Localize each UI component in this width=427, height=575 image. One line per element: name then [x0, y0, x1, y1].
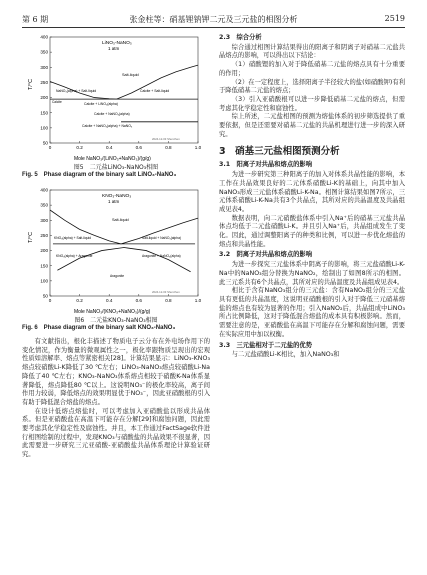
- body-paragraph: 有文献指出，根化丰描述了物质电子云分布在外电场作用下的变化情况，作为衡量的微观属性之一，极化率跟物质呈现出的宏观性质如溶解率、熔点等紧密相关[28]。计算结果显示：LiNO₃-KNO₃熔点较硝酸Li-K降低了30 ℃左右；LiNO₃-NaNO₃熔点较硝酸Li-Na降低了40 ℃左右；KNO₃-NaNO₃体系熔点相较于硝酸K-Na体系显著降低，熔点降低80 ℃以上。这说明NO₃⁻的极化率较高，离子间作用力较弱，降低熔点的效果明显优于NO₃⁻，因此亚硝酸根的引入有助于降低混合熔盐的熔点。: [22, 338, 210, 406]
- fig6-xtick-label: 0.2: [76, 298, 83, 303]
- body-paragraph: 综合通过相图计算结果得出的阳离子和阴离子对硝基二元盐共晶熔点的影响，可以得出以下结论：: [219, 43, 405, 60]
- fig6-stamp: 2024-12-03 Shenzhen: [152, 290, 180, 294]
- fig6-ytick-label: 300: [40, 217, 48, 223]
- fig6-xtick-label: 0: [48, 298, 52, 303]
- fig5-region-label: Calcite + LiNO₃(alpha): [84, 102, 118, 106]
- fig5-ylabel: T/°C: [28, 78, 34, 90]
- fig5-region-label: Calcite + Salt-liquid: [140, 89, 170, 93]
- fig6-xlabel: Mole NaNO₃/(KNO₃+NaNO₃)/(g/g): [74, 309, 151, 315]
- body-paragraph: 与二元盐硝酸Li-K相比，加入NaNO₃和: [231, 351, 340, 359]
- fig5-stamp: 2024-12-03 Shenzhen: [152, 137, 180, 141]
- fig5-caption-en: Fig. 5 Phase diagram of the binary salt LiNO₃-NaNO₃: [22, 171, 177, 178]
- fig5-caption: [22, 164, 210, 179]
- fig6-region-label: Aragonite + NaNO₃(alpha): [142, 254, 181, 258]
- fig5-xtick-label: 1.0: [194, 145, 202, 150]
- body-paragraph: 为进一步研究第三种阳离子的加入对体系共晶性能的影响，本工作在共晶效果良好的二元体系硝酸Li-K的基础上，向其中加入NaNO₃形成三元盐体系硝酸Li-K-Na。相图计算结果如图7所示，三元体系硝酸Li-K-Na共有3个共晶点，其所对应的共晶温度及共晶组成见表4。: [219, 171, 405, 213]
- body-paragraph: 在设计低熔点熔盐时，可以考虑加入亚硝酸盐以形成共晶体系。但是亚硝酸盐在高温下可能存在分解[29]和腐蚀问题，因此需要考虑其化学稳定性及腐蚀性。并且，本工作通过FactSage软件进行相图绘制的过程中，发现KNO₃与硝酸盐的共晶效果不很显著，因此需要进一步研究三元亚硝酸-亚硝酸盐共晶体系理论计算验证研究。: [22, 407, 210, 459]
- fig5-region-label: Calcite + NaNO₃(alpha): [94, 112, 130, 116]
- body-paragraph: 相比于含有NaNO₃组分的三元盐：含有NaNO₂组分的三元盐具有更低的共晶温度，这说明亚硝酸根的引入对于降低三元硝基熔盐的熔点也有较为显著的作用；引入NaNO₂后，共晶组成中LiNO₃所占比例降低，这对于降低混合熔盐的成本具有积极影响。然而，需要注意的是，亚硝酸盐在高温下可能存在分解和腐蚀问题，需要在实际应用中加以权衡。: [219, 287, 405, 338]
- figure-6-chart: [22, 187, 210, 315]
- fig6-series-liquidus-right: [121, 218, 198, 244]
- fig5-xtick-label: 0.6: [135, 145, 142, 150]
- running-header: [22, 14, 405, 28]
- left-body-text: [22, 338, 210, 460]
- fig5-ytick-label: 300: [40, 64, 48, 70]
- fig6-xtick-label: 0.4: [106, 298, 113, 303]
- fig5-region-label: Calcite + NaNO₃(alpha) + NaNO₃: [82, 124, 133, 128]
- issue-number: 第 6 期: [22, 15, 49, 24]
- fig5-region-label: NaNO₃(alpha) + Salt-liquid: [56, 89, 97, 93]
- fig6-ylabel: T/°C: [28, 231, 34, 243]
- body-paragraph: 为进一步探究三元盐体系中阴离子的影响，将三元盐硝酸Li-K-Na中的NaNO₃组分替换为NaNO₂，绘制出了如图8所示的相图。此三元系共有6个共晶点，其所对应的共晶温度及共晶组成见表4。: [219, 261, 405, 286]
- fig6-caption: [22, 317, 210, 332]
- fig6-title: KNO₃-NaNO₃: [102, 194, 132, 199]
- fig6-region-label: Salt-liquid: [112, 218, 129, 222]
- header-rule: [22, 27, 405, 28]
- fig5-ytick-label: 50: [42, 140, 48, 146]
- figure-5-chart: [22, 34, 210, 162]
- section-3-2-heading: 3.2 阴离子对共晶和熔点的影响: [219, 251, 313, 259]
- fig6-region-label: Aragonite: [110, 274, 125, 278]
- fig6-ytick-label: 150: [40, 263, 48, 269]
- fig6-region-label: Salt-liquid + NaNO₃(alpha): [142, 236, 181, 240]
- section-2-3-heading: 2.3 综合分析: [219, 34, 262, 41]
- fig5-caption-cn: 图5 二元盐LiNO₃-NaNO₃相图: [73, 164, 159, 171]
- fig6-ytick-label: 350: [40, 202, 48, 208]
- fig6-xtick-label: 0.6: [135, 298, 142, 303]
- body-paragraph: 数据表明，向二元硝酸盐体系中引入Na⁺后的硝基三元盐共晶体点均低于二元盐硝酸Li-K。并且引入Na⁺后，共晶组成发生了变化。因此，通过调整阳离子的种类和比例，可以进一步优化熔盐的熔点和共晶性能。: [219, 214, 405, 248]
- fig5-xtick-label: 0.8: [165, 145, 172, 150]
- fig6-ytick-label: 250: [40, 233, 48, 239]
- fig5-xlabel: Mole NaNO₃/(LiNO₃+NaNO₃)/(g/g): [74, 156, 151, 162]
- conclusion-item: （2）在一定程度上，选择阳离子半径较大的盐(如硝酸钾)有利于降低硝基二元盐的熔点；: [219, 78, 405, 95]
- body-paragraph: 综上所述，二元盐相图的预测为熔盐体系的初步筛选提供了重要依据，但是还需要对硝基二元盐的共晶机理进行进一步的深入研究。: [219, 113, 405, 138]
- figure-5: [22, 34, 210, 179]
- running-title: 张金柱等：硝基锂钠钾二元及三元盐的相图分析: [129, 15, 298, 24]
- fig5-xtick-label: 0.2: [76, 145, 83, 150]
- fig5-title: LiNO₃-NaNO₃: [102, 41, 132, 46]
- fig6-ytick-label: 100: [40, 278, 48, 284]
- fig5-ytick-label: 400: [40, 34, 48, 40]
- fig5-ytick-label: 250: [40, 80, 48, 86]
- fig5-series-liquidus-right: [117, 65, 198, 99]
- section-3-heading: 3 硝基三元盐相图预测分析: [219, 146, 340, 158]
- fig5-eutectic-note: Calcite: [52, 100, 62, 104]
- section-3-1-heading: 3.1 阳离子对共晶和熔点的影响: [219, 161, 313, 169]
- fig6-xtick-label: 0.8: [165, 298, 172, 303]
- section-3-3-heading: 3.3 三元盐相对于二元盐的优势: [219, 341, 313, 349]
- fig6-caption-cn: 图6 二元盐KNO₃-NaNO₃相图: [74, 317, 158, 324]
- conclusion-item: （3）引入亚硝酸根可以进一步降低硝基二元盐的熔点，但需考虑其化学稳定性和腐蚀性。: [219, 95, 405, 112]
- fig5-xtick-label: 0: [48, 145, 52, 150]
- fig5-ytick-label: 100: [40, 125, 48, 131]
- fig5-ytick-label: 150: [40, 110, 48, 116]
- fig6-series-solvus: [57, 248, 190, 272]
- conclusion-item: （1）硝酸锂的加入对于降低硝基二元盐的熔点具有十分重要的作用；: [219, 61, 405, 77]
- figure-6: [22, 187, 210, 332]
- fig6-xtick-label: 1.0: [194, 298, 202, 303]
- fig6-region-label: KNO₃(alpha) + Aragonite: [56, 254, 93, 258]
- fig6-ytick-label: 50: [42, 293, 48, 299]
- fig6-ytick-label: 200: [40, 248, 48, 254]
- fig5-ytick-label: 200: [40, 95, 48, 101]
- fig6-subtitle: 1 atm: [108, 199, 120, 204]
- right-column: [219, 34, 405, 360]
- fig5-xtick-label: 0.4: [106, 145, 113, 150]
- left-column: [22, 34, 210, 460]
- fig6-caption-en: Fig. 6 Phase diagram of the binary salt KNO₃-NaNO₃: [22, 324, 176, 331]
- fig5-ytick-label: 350: [40, 49, 48, 55]
- fig5-region-label: Salt-liquid: [122, 73, 139, 77]
- fig6-region-label: KNO₃(alpha) + Salt-liquid: [54, 236, 91, 240]
- fig6-ytick-label: 400: [40, 187, 48, 193]
- fig5-subtitle: 1 atm: [108, 46, 120, 51]
- page-number: 2519: [384, 14, 405, 23]
